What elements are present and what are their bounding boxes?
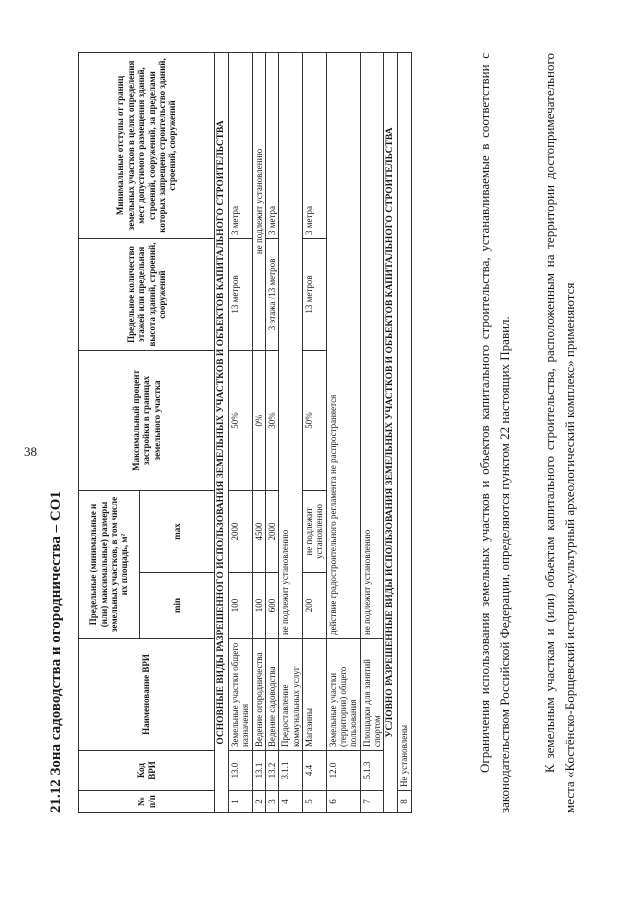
- cell-name: Ведение огородничества: [252, 639, 265, 751]
- cell-code: 13.0: [228, 751, 252, 791]
- page-number: 38: [24, 444, 37, 459]
- cell-code: 4.4: [302, 751, 326, 791]
- cell-num: 5: [302, 791, 326, 813]
- cell-name: Предоставление коммунальных услуг: [279, 639, 303, 751]
- cell-max: 4500: [252, 490, 265, 572]
- header-setback: Минимальные отступы от границ земельных участков в целях определения мест допустимого размещения зданий, строений, сооружений, за пределами которых запрещено строительство зданий, строений, сооружений: [79, 52, 215, 238]
- cell-code: 5.1.3: [360, 751, 384, 791]
- cell-min: 100: [228, 573, 252, 639]
- cell-num: 2: [252, 791, 265, 813]
- cell-max: 2000: [265, 490, 278, 572]
- cell-code: 13.2: [265, 751, 278, 791]
- cell-name: Земельные участки (территории) общего пользования: [326, 639, 360, 751]
- table-row: [265, 52, 278, 812]
- cell-min: 100: [252, 573, 265, 639]
- header-floors: Предельное количество этажей или предельная высота зданий, строений, сооружений: [79, 238, 215, 350]
- paragraph-restrictions: Ограничения использования земельных участков и объектов капитального строительства, устанавливаемые в соответствии с законодательством Российской Федерации, определяются пунктом 22 настоящих Правил.: [477, 53, 513, 813]
- cell-name: Земельные участки общего назначения: [228, 639, 252, 751]
- header-sizes: Предельные (минимальные и (или) максимальные) размеры земельных участков, в том числе их площадь, м²: [79, 490, 140, 638]
- table-row: [302, 52, 326, 812]
- table-row: [279, 52, 303, 812]
- cell-floors: 13 метров: [228, 238, 252, 350]
- cell-percent: 0%: [252, 350, 265, 490]
- cell-num: 7: [360, 791, 384, 813]
- section-title: 21.12 Зона садоводства и огородничества – СО1: [48, 491, 64, 813]
- header-num: № п/п: [79, 791, 215, 813]
- cell-setback: 3 метра: [228, 52, 252, 238]
- cell-percent: 30%: [265, 350, 278, 490]
- cell-min: 600: [265, 573, 278, 639]
- cell-num: 4: [279, 791, 303, 813]
- cell-num: 8: [398, 791, 411, 813]
- table-row: [398, 52, 411, 812]
- cell-min: 200: [302, 573, 326, 639]
- cell-merged: не подлежит установлению: [360, 52, 384, 638]
- header-name: Наименование ВРИ: [79, 639, 215, 751]
- cell-setback: 3 метра: [265, 52, 278, 238]
- cell-max: 2000: [228, 490, 252, 572]
- section-conditional-label: УСЛОВНО РАЗРЕШЕННЫЕ ВИДЫ ИСПОЛЬЗОВАНИЯ ЗЕМЕЛЬНЫХ УЧАСТКОВ И ОБЪЕКТОВ КАПИТАЛЬНОГО СТРОИТЕЛЬСТВА: [384, 52, 398, 812]
- table-row: [252, 52, 265, 812]
- table-row: [360, 52, 384, 812]
- header-code: Код ВРИ: [79, 751, 215, 791]
- cell-num: 6: [326, 791, 360, 813]
- cell-merged: Не установлены: [398, 52, 411, 790]
- section-conditional-row: [384, 52, 398, 812]
- paragraph-landmark: К земельным участкам и (или) объектам капитального строительства, расположенным на территории достопримечательного места «Костёнско-Борщевский историко-культурный археологический комплекс» применяются: [542, 53, 578, 813]
- cell-name: Магазины: [302, 639, 326, 751]
- cell-setback: 3 метра: [302, 52, 326, 238]
- cell-merged: не подлежит установлению: [279, 52, 303, 638]
- cell-code: 12.0: [326, 751, 360, 791]
- cell-floors: 13 метров: [302, 238, 326, 350]
- header-max: max: [140, 490, 215, 572]
- cell-code: 13.1: [252, 751, 265, 791]
- cell-merged: не подлежит установлению: [252, 52, 265, 350]
- table-row: [326, 52, 360, 812]
- cell-percent: 50%: [302, 350, 326, 490]
- cell-max: не подлежит установлению: [302, 490, 326, 572]
- cell-num: 1: [228, 791, 252, 813]
- cell-name: Площадки для занятий спортом: [360, 639, 384, 751]
- cell-floors: 3 этажа /13 метров: [265, 238, 278, 350]
- table-row: [228, 52, 252, 812]
- header-min: min: [140, 573, 215, 639]
- cell-name: Ведение садоводства: [265, 639, 278, 751]
- section-main-label: ОСНОВНЫЕ ВИДЫ РАЗРЕШЕННОГО ИСПОЛЬЗОВАНИЯ ЗЕМЕЛЬНЫХ УЧАСТКОВ И ОБЪЕКТОВ КАПИТАЛЬНОГО СТРОИТЕЛЬСТВА: [215, 52, 229, 812]
- cell-num: 3: [265, 791, 278, 813]
- cell-merged: действие градостроительного регламента не распространяется: [326, 52, 360, 638]
- zoning-table: [78, 52, 412, 813]
- cell-percent: 50%: [228, 350, 252, 490]
- cell-code: 3.1.1: [279, 751, 303, 791]
- section-main-row: [215, 52, 229, 812]
- header-percent: Максимальный процент застройки в границах земельного участка: [79, 350, 215, 490]
